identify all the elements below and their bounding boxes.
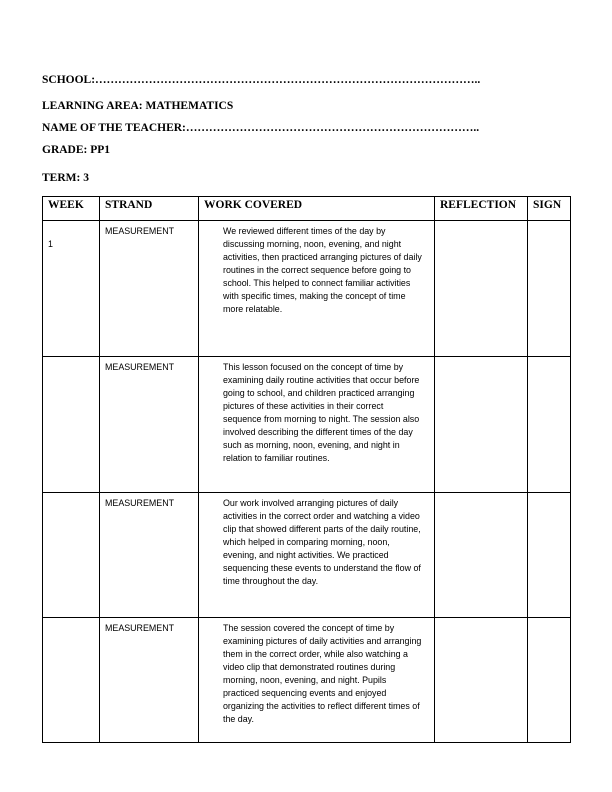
- strand-cell: MEASUREMENT: [100, 618, 199, 743]
- learning-area-line: LEARNING AREA: MATHEMATICS: [42, 100, 234, 112]
- teacher-line: NAME OF THE TEACHER:…………………………………………………………………..: [42, 122, 480, 134]
- sign-cell: [528, 221, 571, 357]
- reflection-cell: [435, 618, 528, 743]
- week-cell: [43, 493, 100, 618]
- work-covered-cell: This lesson focused on the concept of time by examining daily routine activities that occur before going to school, and children practiced arranging pictures of these activities in their correct sequence from morning to night. The session also involved describing the different times of the day such as morning, noon, evening, and night in relation to familiar routines.: [199, 357, 435, 493]
- term-line: TERM: 3: [42, 172, 89, 184]
- table-row: [43, 618, 571, 743]
- column-header-work-covered: WORK COVERED: [199, 197, 435, 221]
- reflection-cell: [435, 357, 528, 493]
- work-covered-cell: Our work involved arranging pictures of daily activities in the correct order and watching a video clip that showed different parts of the daily routine, which helped in comparing morning, noon, evening, and night activities. We practiced sequencing these events to understand the flow of time throughout the day.: [199, 493, 435, 618]
- sign-cell: [528, 618, 571, 743]
- grade-line: GRADE: PP1: [42, 144, 111, 156]
- sign-cell: [528, 493, 571, 618]
- column-header-strand: STRAND: [100, 197, 199, 221]
- column-header-week: WEEK: [43, 197, 100, 221]
- strand-cell: MEASUREMENT: [100, 493, 199, 618]
- column-header-reflection: REFLECTION: [435, 197, 528, 221]
- strand-cell: MEASUREMENT: [100, 357, 199, 493]
- table-header-row: [43, 197, 571, 221]
- table-row: [43, 357, 571, 493]
- reflection-cell: [435, 221, 528, 357]
- table-row: [43, 221, 571, 357]
- column-header-sign: SIGN: [528, 197, 571, 221]
- school-line: SCHOOL:………………………………………………………………………………………..: [42, 74, 481, 86]
- table-row: [43, 493, 571, 618]
- strand-cell: MEASUREMENT: [100, 221, 199, 357]
- week-cell: [43, 618, 100, 743]
- work-covered-cell: We reviewed different times of the day by discussing morning, noon, evening, and night activities, then practiced arranging pictures of daily routines in the correct sequence before going to school. This helped to connect familiar activities with specific times, making the concept of time more relatable.: [199, 221, 435, 357]
- work-covered-cell: The session covered the concept of time by examining pictures of daily activities and arranging them in the correct order, while also watching a video clip that demonstrated routines during morning, noon, evening, and night. Pupils practiced sequencing events and enjoyed organizing the activities to reflect different times of the day.: [199, 618, 435, 743]
- week-cell: [43, 357, 100, 493]
- week-cell: 1: [43, 221, 100, 357]
- reflection-cell: [435, 493, 528, 618]
- sign-cell: [528, 357, 571, 493]
- record-of-work-table: [42, 196, 571, 743]
